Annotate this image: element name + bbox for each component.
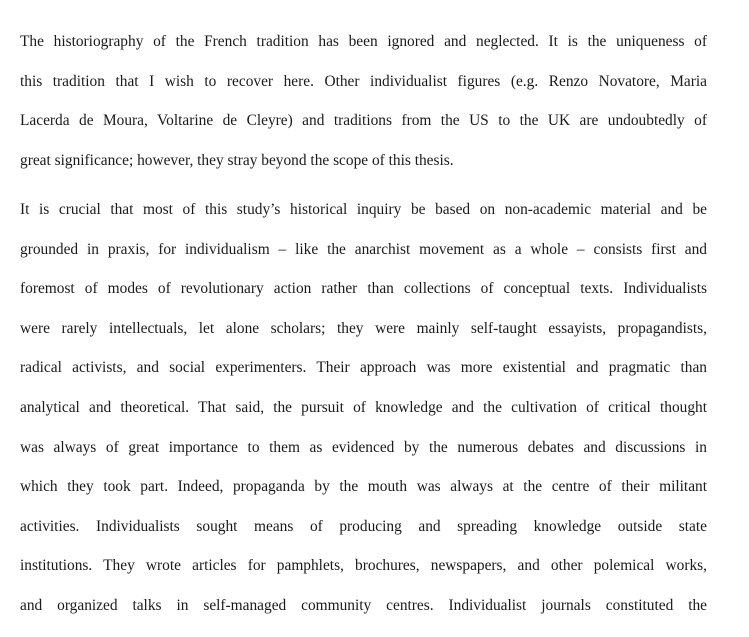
text-line: foremost of modes of revolutionary action rather than collections of conceptual texts. Individualists <box>20 280 707 298</box>
text-line: was always of great importance to them as evidenced by the numerous debates and discussions in <box>20 438 707 456</box>
text-line: institutions. They wrote articles for pamphlets, brochures, newspapers, and other polemical works, <box>20 557 707 575</box>
text-line: It is crucial that most of this study’s historical inquiry be based on non-academic material and be <box>20 201 707 218</box>
text-line: which they took part. Indeed, propaganda by the mouth was always at the centre of their militant <box>20 478 707 496</box>
paragraph-praxis <box>20 200 707 636</box>
text-line: were rarely intellectuals, let alone scholars; they were mainly self-taught essayists, propagandists, <box>20 319 707 337</box>
text-line: this tradition that I wish to recover here. Other individualist figures (e.g. Renzo Novatore, Maria <box>20 72 707 90</box>
text-line: radical activists, and social experimenters. Their approach was more existential and pragmatic than <box>20 359 707 377</box>
paragraph-historiography <box>20 32 707 190</box>
text-line: The historiography of the French tradition has been ignored and neglected. It is the uniqueness of <box>20 33 707 50</box>
text-line: great significance; however, they stray beyond the scope of this thesis. <box>20 151 454 169</box>
text-line: activities. Individualists sought means of producing and spreading knowledge outside state <box>20 517 707 535</box>
text-line: analytical and theoretical. That said, the pursuit of knowledge and the cultivation of critical thought <box>20 398 707 416</box>
text-line: grounded in praxis, for individualism – like the anarchist movement as a whole – consists first and <box>20 240 707 258</box>
text-line: and organized talks in self-managed community centres. Individualist journals constituted the <box>20 596 707 614</box>
text-line: Lacerda de Moura, Voltarine de Cleyre) and traditions from the US to the UK are undoubtedly of <box>20 112 707 130</box>
